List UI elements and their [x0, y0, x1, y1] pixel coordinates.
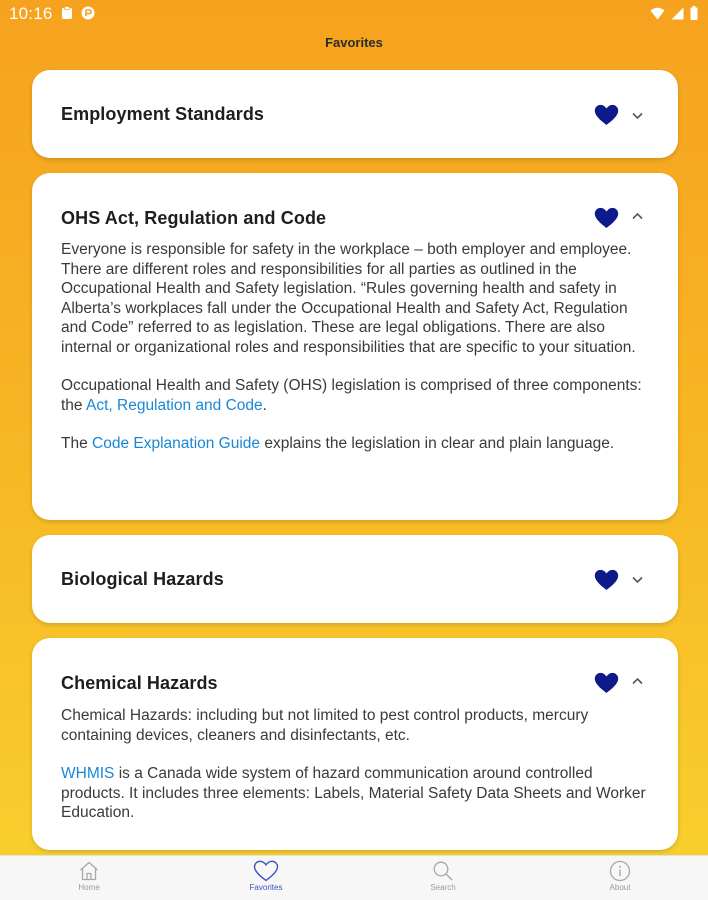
status-bar — [0, 0, 708, 28]
heart-icon[interactable] — [594, 569, 619, 591]
nav-favorites[interactable] — [226, 860, 306, 892]
card-employment-standards[interactable] — [32, 70, 678, 158]
chevron-down-icon[interactable] — [631, 573, 644, 586]
status-time: 10:16 — [9, 4, 53, 23]
card-body — [61, 240, 657, 473]
heart-icon[interactable] — [594, 672, 619, 694]
card-title: Biological Hazards — [61, 569, 224, 589]
card-ohs-act[interactable] — [32, 173, 678, 520]
app-circle-icon — [81, 6, 95, 20]
body-paragraph: Chemical Hazards: including but not limited to pest control products, mercury containing devices, cleaners and disinfectants, etc. — [61, 707, 589, 744]
battery-icon — [690, 6, 698, 20]
page-title: Favorites — [325, 35, 383, 50]
home-icon — [78, 860, 100, 882]
act-regulation-code-link[interactable]: Act, Regulation and Code — [86, 396, 263, 414]
status-right-icons — [650, 6, 698, 20]
body-paragraph: Everyone is responsible for safety in the workplace – both employer and employee. There are different roles and responsibilities for all parties as outlined in the Occupational Health and Safety legislation. “Rules governing health and safety in Alberta’s workplaces fall under the Occupational Health and Safety Act, Regulation and Code” referred to as legislation. These are legal obligations. There are also internal or organizational roles and responsibilities that are specific to your situation. — [61, 241, 636, 356]
heart-icon[interactable] — [594, 207, 619, 229]
card-title: Employment Standards — [61, 104, 265, 124]
chevron-up-icon[interactable] — [631, 675, 644, 688]
signal-icon — [671, 7, 684, 20]
info-icon — [609, 860, 631, 882]
text: . — [262, 396, 267, 414]
text: The — [61, 435, 93, 452]
body-paragraph — [61, 764, 657, 823]
heart-outline-icon — [253, 860, 279, 882]
card-title: OHS Act, Regulation and Code — [61, 208, 327, 228]
body-paragraph — [61, 376, 657, 415]
heart-icon[interactable] — [594, 104, 619, 126]
nav-label: Favorites — [249, 883, 283, 892]
search-icon — [432, 860, 454, 882]
bottom-nav — [0, 855, 708, 900]
wifi-icon — [650, 7, 665, 20]
text: is a Canada wide system of hazard communication around controlled products. It includes three elements: Labels, Material Safety Data Sheets and Worker Education. — [61, 765, 646, 821]
chevron-down-icon[interactable] — [631, 109, 644, 122]
card-body — [61, 706, 657, 842]
card-title: Chemical Hazards — [61, 673, 218, 693]
card-biological-hazards[interactable] — [32, 535, 678, 623]
nav-search[interactable] — [403, 860, 483, 892]
nav-label: Search — [430, 883, 456, 892]
code-explanation-guide-link[interactable]: Code Explanation Guide — [92, 435, 261, 452]
nav-label: About — [609, 883, 631, 892]
nav-label: Home — [78, 883, 100, 892]
whmis-link[interactable]: WHMIS — [61, 765, 115, 782]
text: Occupational Health and Safety (OHS) legislation is comprised of three components: the — [61, 377, 642, 414]
body-paragraph — [61, 434, 657, 454]
text: explains the legislation in clear and plain language. — [260, 435, 615, 452]
nav-home[interactable] — [49, 860, 129, 892]
chevron-up-icon[interactable] — [631, 210, 644, 223]
nav-about[interactable] — [580, 860, 660, 892]
clipboard-icon — [61, 6, 73, 20]
card-chemical-hazards[interactable] — [32, 638, 678, 850]
